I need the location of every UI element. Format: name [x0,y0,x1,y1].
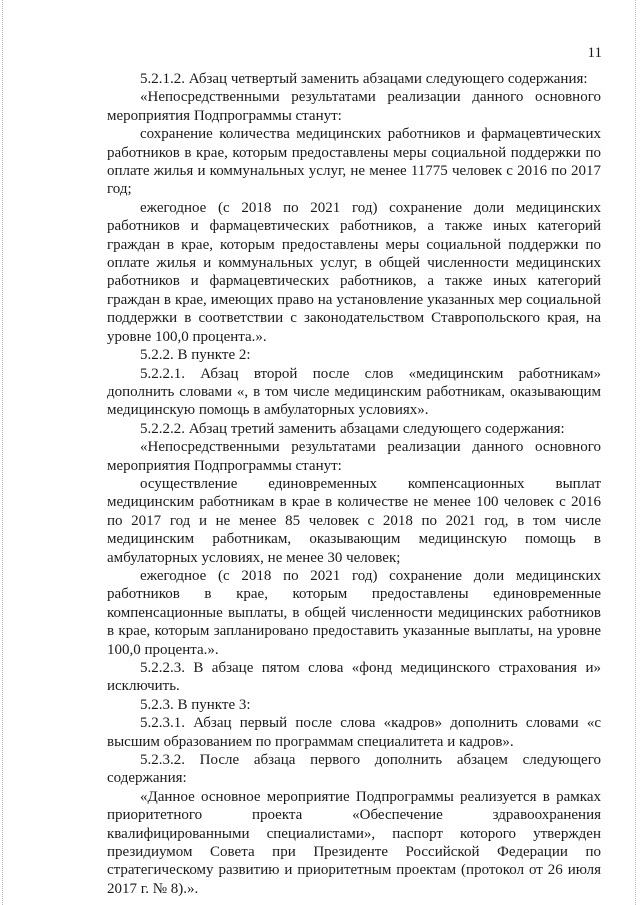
quote-priority-project: «Данное основное мероприятие Подпрограммы реализуется в рамках приоритетного проекта «Обеспечение здравоохранения квалифицированными специалистами», паспорт которого утвержден президиумом Совета при Президенте Российской Федерации по стратегическому развитию и приоритетным проектам (протокол от 26 июля 2017 г. № 8).». [107,788,601,897]
paragraph-annual-share-payments: ежегодное (с 2018 по 2021 год) сохранение доли медицинских работников в крае, которым предоставлены единовременные компенсационные выплаты, в общей численности медицинских работников в крае, которым запланировано предоставить указанные выплаты, на уровне 100,0 процента.». [107,567,601,658]
paragraph-5-2-3: 5.2.3. В пункте 3: [140,696,251,713]
paragraph-5-2-2-3: 5.2.2.3. В абзаце пятом слова «фонд медицинского страхования и» исключить. [107,660,601,695]
quote-results-intro-1: «Непосредственными результатами реализации данного основного мероприятия Подпрограммы станут: [107,89,601,124]
paragraph-5-2-2-2: 5.2.2.2. Абзац третий заменить абзацами следующего содержания: [140,420,565,437]
paragraph-compensation-payments: осуществление единовременных компенсационных выплат медицинским работникам в крае в количестве не менее 100 человек с 2016 по 2017 год и не менее 85 человек с 2018 по 2021 год, в том числе медицинским работникам, оказывающим медицинскую помощь в амбулаторных условиях, не менее 30 человек; [107,475,601,566]
document-body [107,70,601,898]
paragraph-5-2-2-1: 5.2.2.1. Абзац второй после слов «медицинским работникам» дополнить словами «, в том числе медицинским работникам, оказывающим медицинскую помощь в амбулаторных условиях». [107,365,601,419]
right-scan-edge [635,0,636,905]
paragraph-5-2-3-1: 5.2.3.1. Абзац первый после слова «кадров» дополнить словами «с высшим образованием по программам специалитета и кадров». [107,715,601,750]
paragraph-5-2-3-2: 5.2.3.2. После абзаца первого дополнить абзацем следующего содержания: [107,752,601,787]
paragraph-retention-workers: сохранение количества медицинских работников и фармацевтических работников в крае, которым предоставлены меры социальной поддержки по оплате жилья и коммунальных услуг, не менее 11775 человек с 2016 по 2017 год; [107,126,601,198]
paragraph-5-2-1-2: 5.2.1.2. Абзац четвертый заменить абзацами следующего содержания: [140,71,588,87]
paragraph-annual-share-support: ежегодное (с 2018 по 2021 год) сохранение доли медицинских работников и фармацевтических работников, а также иных категорий граждан в крае, которым предоставлены меры социальной поддержки по оплате жилья и коммунальных услуг, в общей численности медицинских работников и фармацевтических работников, а также иных категорий граждан в крае, имеющих право на установление указанных мер социальной поддержки в соответствии с законодательством Ставропольского края, на уровне 100,0 процента.». [107,199,601,345]
left-scan-edge [2,0,3,905]
paragraph-5-2-2: 5.2.2. В пункте 2: [140,347,251,364]
quote-results-intro-2: «Непосредственными результатами реализации данного основного мероприятия Подпрограммы станут: [107,439,601,474]
page-number: 11 [587,45,602,61]
